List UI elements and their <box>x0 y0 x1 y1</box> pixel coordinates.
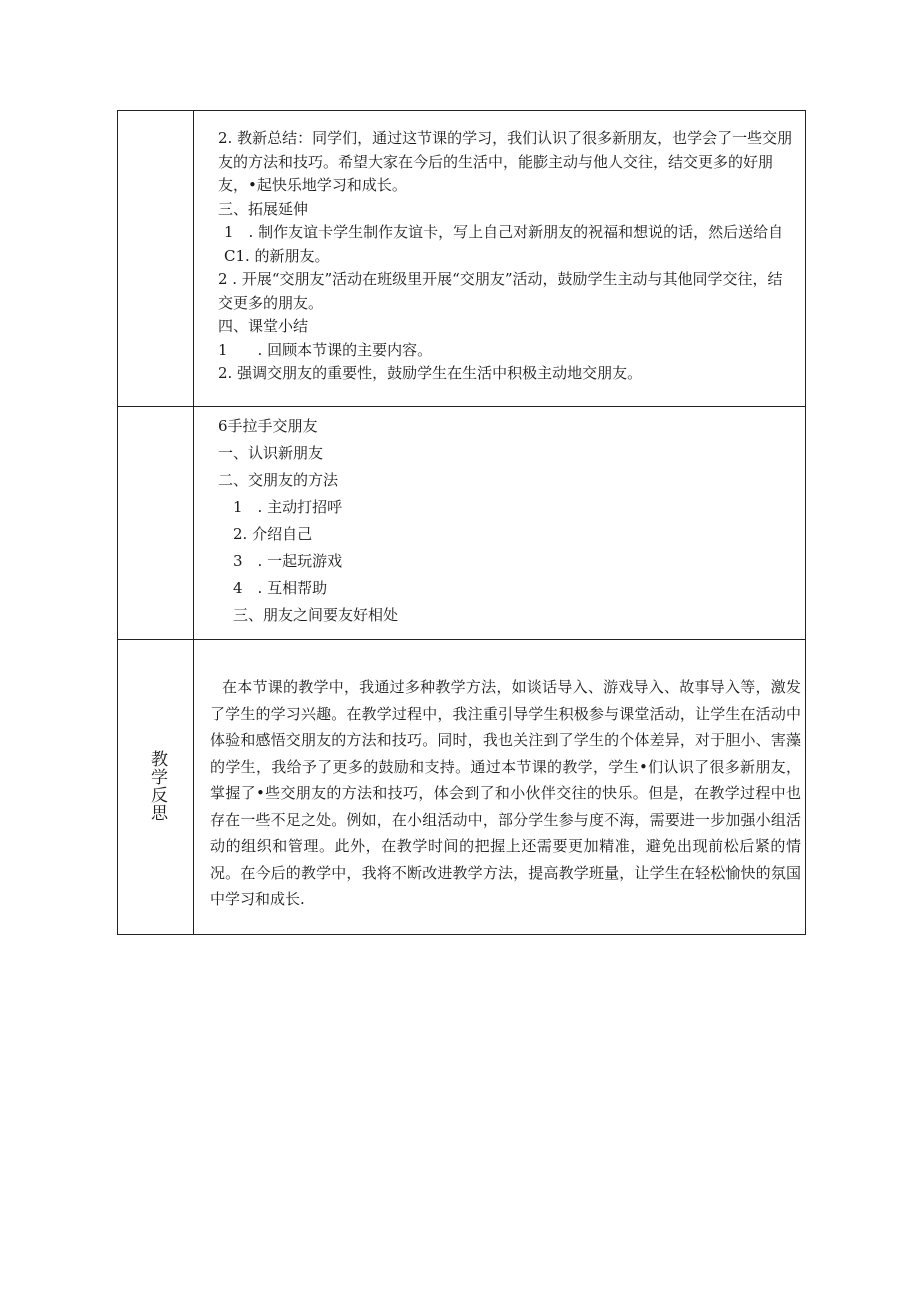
summary-line: 2 . 开展“交朋友”活动在班级里开展“交朋友”活动，鼓励学生主动与其他同学交往，结交更多的朋友。 <box>218 270 783 312</box>
board-content-cell <box>194 407 806 640</box>
summary-row <box>118 111 806 407</box>
summary-label-cell <box>118 111 194 407</box>
board-line: 一、认识新朋友 <box>218 444 324 462</box>
reflection-label: 教学反思 <box>147 750 167 822</box>
board-line: 三、朋友之间要友好相处 <box>218 606 399 624</box>
board-design-row <box>118 407 806 640</box>
summary-line: 2. 强调交朋友的重要性，鼓励学生在生活中积极主动地交朋友。 <box>218 364 643 382</box>
board-line: 3 . 一起玩游戏 <box>218 552 343 570</box>
summary-heading-wrapup: 四、课堂小结 <box>218 317 309 335</box>
summary-heading-extension: 三、拓展延伸 <box>218 199 309 218</box>
reflection-label-cell <box>118 640 194 935</box>
summary-line: 1 . 制作友谊卡学生制作友谊卡，写上自己对新朋友的祝福和想说的话，然后送给自C1. 的新朋友。 <box>224 223 784 265</box>
summary-line: 2. 教新总结：同学们，通过这节课的学习，我们认识了很多新朋友，也学会了一些交朋友的方法和技巧。希望大家在今后的生活中，能膨主动与他人交往，结交更多的好朋友，•起快乐地学习和成长。 <box>218 129 793 194</box>
board-label-cell <box>118 407 194 640</box>
summary-content-cell <box>194 111 806 407</box>
reflection-content-cell <box>194 640 806 935</box>
board-line: 1 . 主动打招呼 <box>218 498 343 516</box>
board-line: 2. 介绍自己 <box>218 525 313 543</box>
board-line: 二、交朋友的方法 <box>218 471 339 489</box>
board-title: 6手拉手交朋友 <box>218 417 318 435</box>
reflection-text: 在本节课的教学中，我通过多种教学方法，如谈话导入、游戏导入、故事导入等，激发了学生的学习兴趣。在教学过程中，我注重引导学生积极参与课堂活动，让学生在活动中体验和感悟交朋友的方法和技巧。同时，我也关注到了学生的个体差异，对于胆小、害藻的学生，我给予了更多的鼓励和支持。通过本节课的教学，学生•们认识了很多新朋友，掌握了•些交朋友的方法和技巧，体会到了和小伙伴交往的快乐。但是，在教学过程中也存在一些不足之处。例如，在小组活动中，部分学生参与度不海，需要进一步加强小组活动的组织和管理。此外，在教学时间的把握上还需要更加精准，避免出现前松后紧的情况。在今后的教学中，我将不断改进教学方法，提高教学班量，让学生在轻松愉快的氛国中学习和成长. <box>210 678 801 908</box>
board-line: 4 . 互相帮助 <box>218 579 328 597</box>
summary-line: 1 . 回顾本节课的主要内容。 <box>218 340 433 359</box>
lesson-plan-table <box>117 110 806 935</box>
reflection-row <box>118 640 806 935</box>
